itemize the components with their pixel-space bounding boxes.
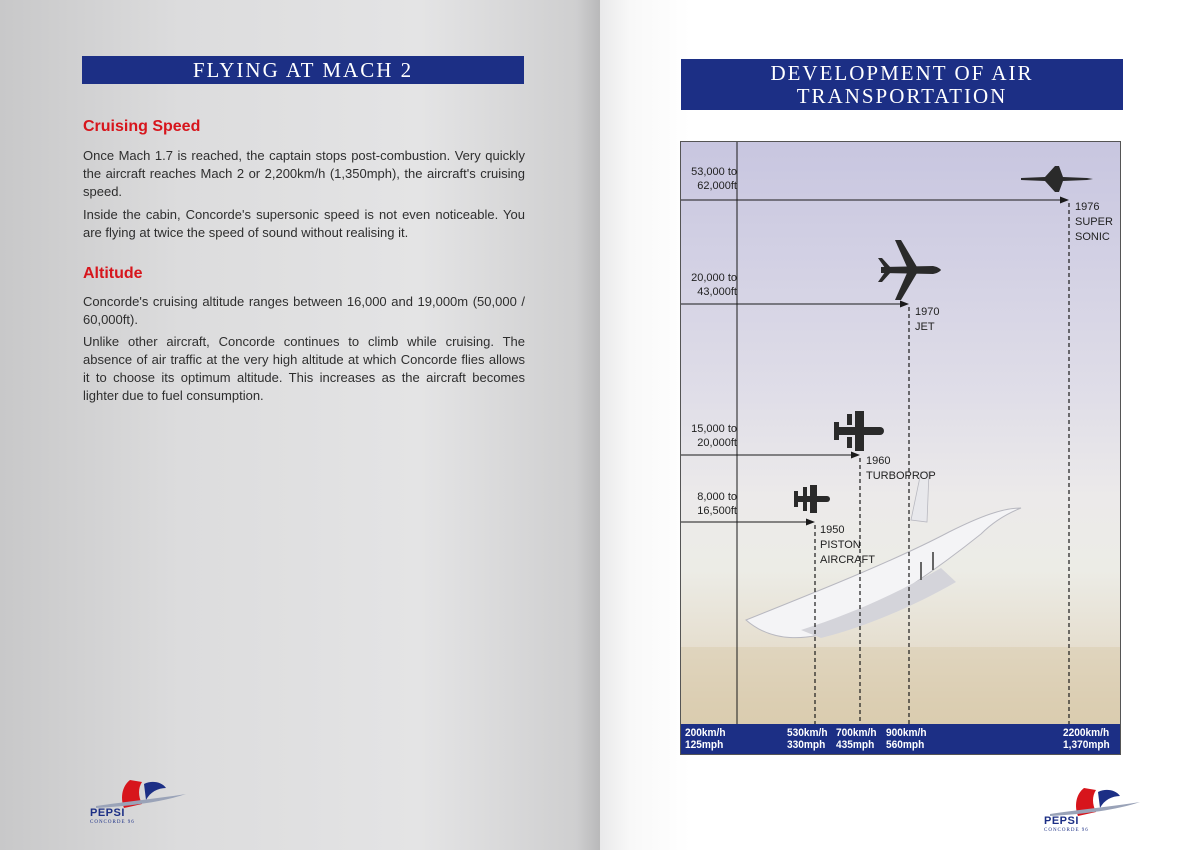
speed-mph-jet: 560mph	[886, 739, 925, 751]
altitude-label-jet	[681, 271, 737, 299]
altitude-arrowhead-piston	[806, 519, 815, 526]
right-page	[600, 0, 1200, 850]
baseline-speed-label	[685, 727, 726, 751]
altitude-label-turboprop	[681, 422, 737, 450]
right-page-banner	[681, 59, 1123, 110]
speed-bar	[681, 724, 1120, 754]
speed-mph-piston: 330mph	[787, 739, 826, 751]
baseline-speed-kmh: 200km/h	[685, 727, 726, 739]
logo-sub-text: CONCORDE 96	[90, 820, 135, 825]
speed-mph-turboprop: 435mph	[836, 739, 875, 751]
era-label-supersonic	[1075, 200, 1113, 245]
banner-line-2: TRANSPORTATION	[796, 84, 1008, 108]
speed-label-piston	[787, 727, 828, 751]
altitude-line-2: 62,000ft	[697, 180, 737, 192]
logo-brand-text: PEPSI	[1044, 815, 1079, 827]
altitude-arrowhead-turboprop	[851, 452, 860, 459]
air-transport-chart	[680, 141, 1121, 755]
era-name-line-1: PISTON	[820, 539, 861, 551]
baseline-speed-mph: 125mph	[685, 739, 724, 751]
jet-aircraft-icon	[878, 240, 941, 300]
speed-label-supersonic	[1063, 727, 1110, 751]
chart-svg	[681, 142, 1121, 755]
altitude-arrowhead-jet	[900, 301, 909, 308]
speed-kmh-supersonic: 2200km/h	[1063, 727, 1110, 739]
era-year: 1970	[915, 306, 940, 318]
era-year: 1960	[866, 455, 891, 467]
altitude-line-2: 20,000ft	[697, 437, 737, 449]
speed-kmh-jet: 900km/h	[886, 727, 927, 739]
altitude-label-supersonic	[681, 165, 737, 193]
altitude-line-1: 15,000 to	[691, 423, 737, 435]
pepsi-concorde-logo-right	[1036, 784, 1146, 834]
altitude-line-1: 8,000 to	[697, 491, 737, 503]
era-year: 1976	[1075, 201, 1100, 213]
logo-brand-text: PEPSI	[90, 807, 125, 819]
turboprop-aircraft-icon	[834, 411, 884, 451]
altitude-line-1: 20,000 to	[691, 272, 737, 284]
left-page-banner: FLYING AT MACH 2	[82, 56, 524, 84]
speed-label-turboprop	[836, 727, 877, 751]
speed-kmh-piston: 530km/h	[787, 727, 828, 739]
altitude-heading: Altitude	[83, 265, 143, 282]
runway-ground	[681, 647, 1121, 727]
altitude-paragraph-2: Unlike other aircraft, Concorde continues to climb while cruising. The absence of air traffic at the very high altitude at which Concorde flies allows it to choose its optimum altitude. This increases as the aircraft becomes lighter due to fuel consumption.	[83, 334, 525, 403]
era-label-turboprop	[866, 454, 936, 484]
pepsi-concorde-logo	[82, 776, 192, 826]
era-name-line-1: JET	[915, 321, 935, 333]
speed-kmh-turboprop: 700km/h	[836, 727, 877, 739]
speed-mph-supersonic: 1,370mph	[1063, 739, 1110, 751]
banner-line-1: DEVELOPMENT OF AIR	[770, 61, 1034, 85]
altitude-arrowhead-supersonic	[1060, 197, 1069, 204]
cruising-speed-paragraph-2: Inside the cabin, Concorde's supersonic speed is not even noticeable. You are flying at twice the speed of sound without realising it.	[83, 207, 525, 240]
supersonic-aircraft-icon	[1021, 166, 1093, 192]
concorde-photo	[746, 472, 1021, 638]
altitude-line-2: 16,500ft	[697, 505, 737, 517]
era-label-jet	[915, 305, 939, 335]
era-name-line-1: SUPER	[1075, 216, 1113, 228]
era-name-line-2: SONIC	[1075, 231, 1110, 243]
piston-aircraft-icon	[794, 485, 830, 513]
altitude-label-piston	[681, 490, 737, 518]
era-name-line-1: TURBOPROP	[866, 470, 936, 482]
era-name-line-2: AIRCRAFT	[820, 554, 875, 566]
era-label-piston	[820, 523, 875, 568]
altitude-line-1: 53,000 to	[691, 166, 737, 178]
altitude-line-2: 43,000ft	[697, 286, 737, 298]
cruising-speed-heading: Cruising Speed	[83, 118, 201, 135]
era-year: 1950	[820, 524, 845, 536]
logo-sub-text: CONCORDE 96	[1044, 828, 1089, 833]
cruising-speed-paragraph-1: Once Mach 1.7 is reached, the captain stops post-combustion. Very quickly the aircraft reaches Mach 2 or 2,200km/h (1,350mph), the aircraft's cruising speed.	[83, 148, 525, 199]
altitude-paragraph-1: Concorde's cruising altitude ranges between 16,000 and 19,000m (50,000 / 60,000ft).	[83, 294, 525, 327]
speed-label-jet	[886, 727, 927, 751]
